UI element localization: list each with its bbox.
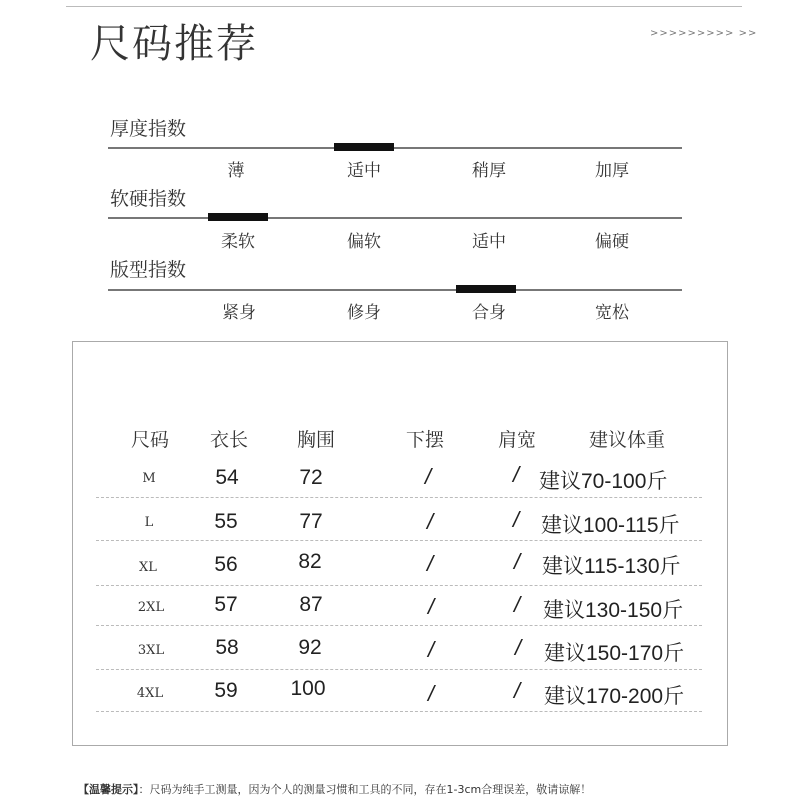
row-divider [96,585,702,586]
length-cell: 59 [214,679,238,702]
top-divider [66,6,742,7]
footer-tag: 【温馨提示】 [78,783,139,796]
chest-cell: 92 [298,636,322,659]
size-cell: 2XL [137,600,165,615]
softness-index-scale [108,217,682,219]
thickness-index-marker [334,143,394,151]
footer-text: ：尺码为纯手工测量，因为个人的测量习惯和工具的不同，存在1-3cm合理误差，敬请谅解！ [138,783,592,796]
shoulder-cell: / [512,462,520,487]
row-divider [96,497,702,498]
fit-index-scale [108,289,682,291]
softness-option: 偏软 [347,232,381,252]
length-cell: 55 [214,510,238,533]
softness-index-label: 软硬指数 [110,188,187,210]
fit-index-label: 版型指数 [110,259,187,281]
hem-cell: / [426,551,434,576]
page-title: 尺码推荐 [90,21,258,67]
thickness-option: 稍厚 [472,161,506,181]
header-size: 尺码 [130,429,170,451]
shoulder-cell: / [513,549,521,574]
shoulder-cell: / [512,507,520,532]
length-cell: 56 [214,553,238,576]
size-cell: L [144,515,154,530]
size-cell: M [142,471,156,486]
arrow-decoration: >>>>>>>>> >> [650,28,758,39]
length-cell: 57 [214,593,238,616]
hem-cell: / [426,509,434,534]
hem-cell: / [424,464,432,489]
chest-cell: 77 [299,510,323,533]
shoulder-cell: / [513,592,521,617]
softness-option: 柔软 [221,232,255,252]
chest-cell: 72 [299,466,323,489]
header-length: 衣长 [209,429,249,451]
weight-cell: 建议170-200斤 [544,685,685,708]
fit-option: 修身 [347,303,381,323]
chest-cell: 100 [290,677,326,700]
header-weight: 建议体重 [588,429,666,451]
thickness-index-scale [108,147,682,149]
thickness-index-label: 厚度指数 [110,118,187,140]
footer-note [78,781,591,797]
softness-option: 适中 [472,232,506,252]
length-cell: 58 [215,636,239,659]
row-divider [96,540,702,541]
weight-cell: 建议130-150斤 [543,599,684,622]
weight-cell: 建议70-100斤 [539,470,668,493]
header-shoulder: 肩宽 [497,429,537,451]
weight-cell: 建议115-130斤 [542,555,681,578]
header-chest: 胸围 [296,429,336,451]
size-cell: XL [139,560,157,575]
row-divider [96,669,702,670]
thickness-option: 加厚 [595,161,629,181]
fit-option: 合身 [472,303,506,323]
chest-cell: 87 [299,593,323,616]
chest-cell: 82 [298,550,322,573]
shoulder-cell: / [513,678,521,703]
length-cell: 54 [215,466,239,489]
hem-cell: / [427,681,435,706]
hem-cell: / [427,637,435,662]
softness-option: 偏硬 [595,232,629,252]
fit-option: 紧身 [222,303,256,323]
shoulder-cell: / [514,635,522,660]
fit-option: 宽松 [595,303,629,323]
weight-cell: 建议100-115斤 [541,514,680,537]
row-divider [96,625,702,626]
weight-cell: 建议150-170斤 [544,642,685,665]
thickness-option: 薄 [227,161,245,181]
header-hem: 下摆 [405,429,445,451]
size-cell: 3XL [137,643,165,658]
size-cell: 4XL [136,686,164,701]
hem-cell: / [427,594,435,619]
thickness-option: 适中 [347,161,381,181]
fit-index-marker [456,285,516,293]
row-divider [96,711,702,712]
softness-index-marker [208,213,268,221]
